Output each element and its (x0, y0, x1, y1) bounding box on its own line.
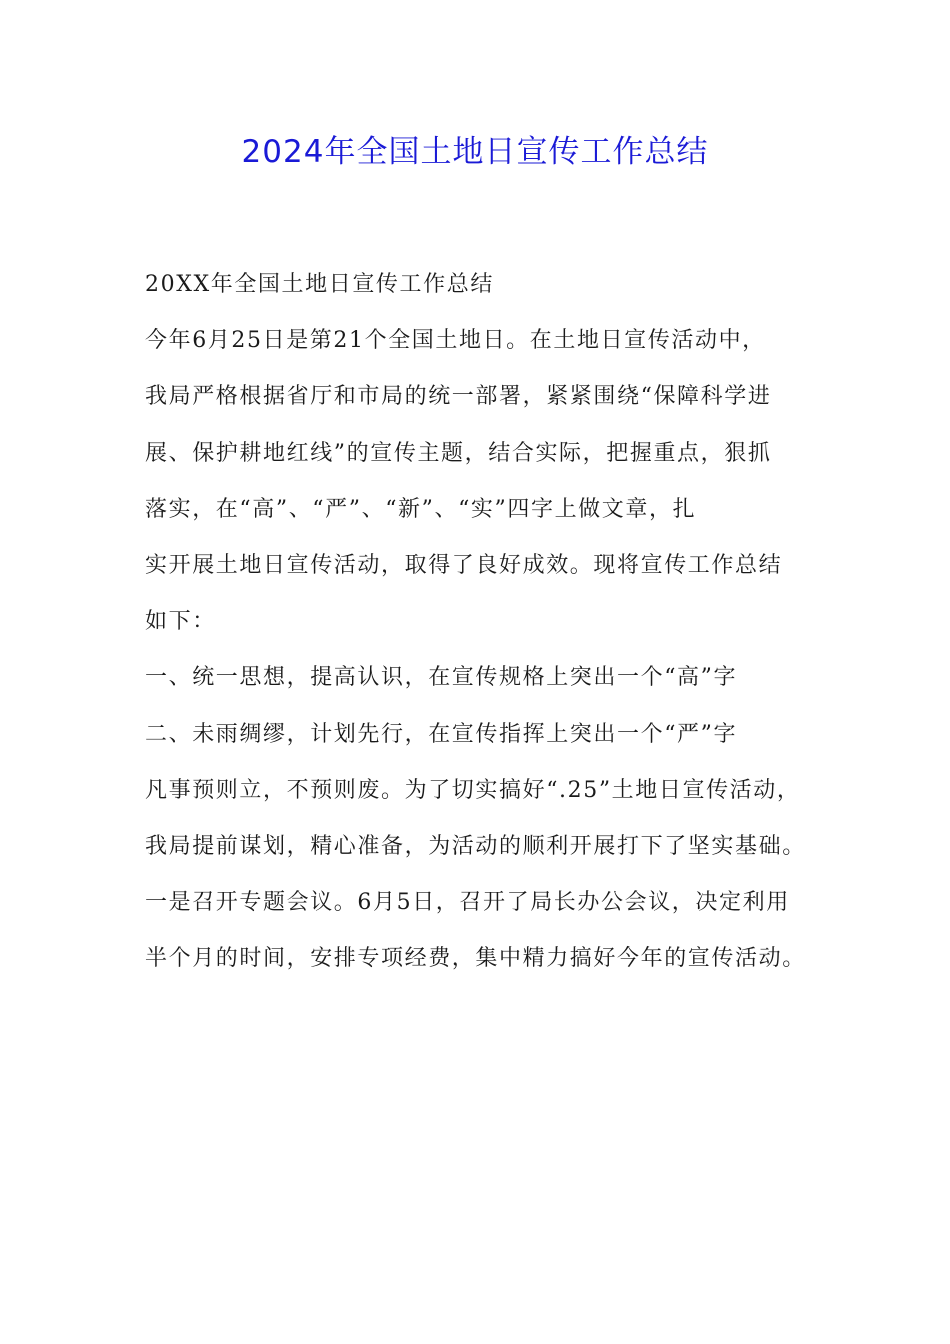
body-line: 我局提前谋划，精心准备，为活动的顺利开展打下了坚实基础。 (145, 833, 806, 859)
body-line: 半个月的时间，安排专项经费，集中精力搞好今年的宣传活动。 (145, 946, 806, 972)
body-line: 今年6月25日是第21个全国土地日。在土地日宣传活动中， (145, 328, 766, 354)
body-line: 如下： (145, 609, 216, 635)
body-line: 20XX年全国土地日宣传工作总结 (145, 272, 494, 297)
section-heading-2: 二、未雨绸缪，计划先行，在宣传指挥上突出一个“严”字 (145, 721, 738, 747)
body-line: 一是召开专题会议。6月5日，召开了局长办公会议，决定利用 (145, 890, 790, 916)
body-line: 实开展土地日宣传活动，取得了良好成效。现将宣传工作总结 (145, 552, 783, 578)
body-line: 凡事预则立，不预则废。为了切实搞好“.25”土地日宣传活动， (145, 777, 801, 803)
body-line: 我局严格根据省厅和市局的统一部署，紧紧围绕“保障科学进 (145, 384, 772, 410)
body-line: 展、保护耕地红线”的宣传主题，结合实际，把握重点，狠抓 (145, 440, 772, 466)
body-line: 落实，在“高”、“严”、“新”、“实”四字上做文章，扎 (145, 496, 697, 522)
section-heading-1: 一、统一思想，提高认识，在宣传规格上突出一个“高”字 (145, 665, 738, 691)
document-title: 2024年全国土地日宣传工作总结 (241, 134, 709, 170)
document-body (145, 265, 845, 995)
